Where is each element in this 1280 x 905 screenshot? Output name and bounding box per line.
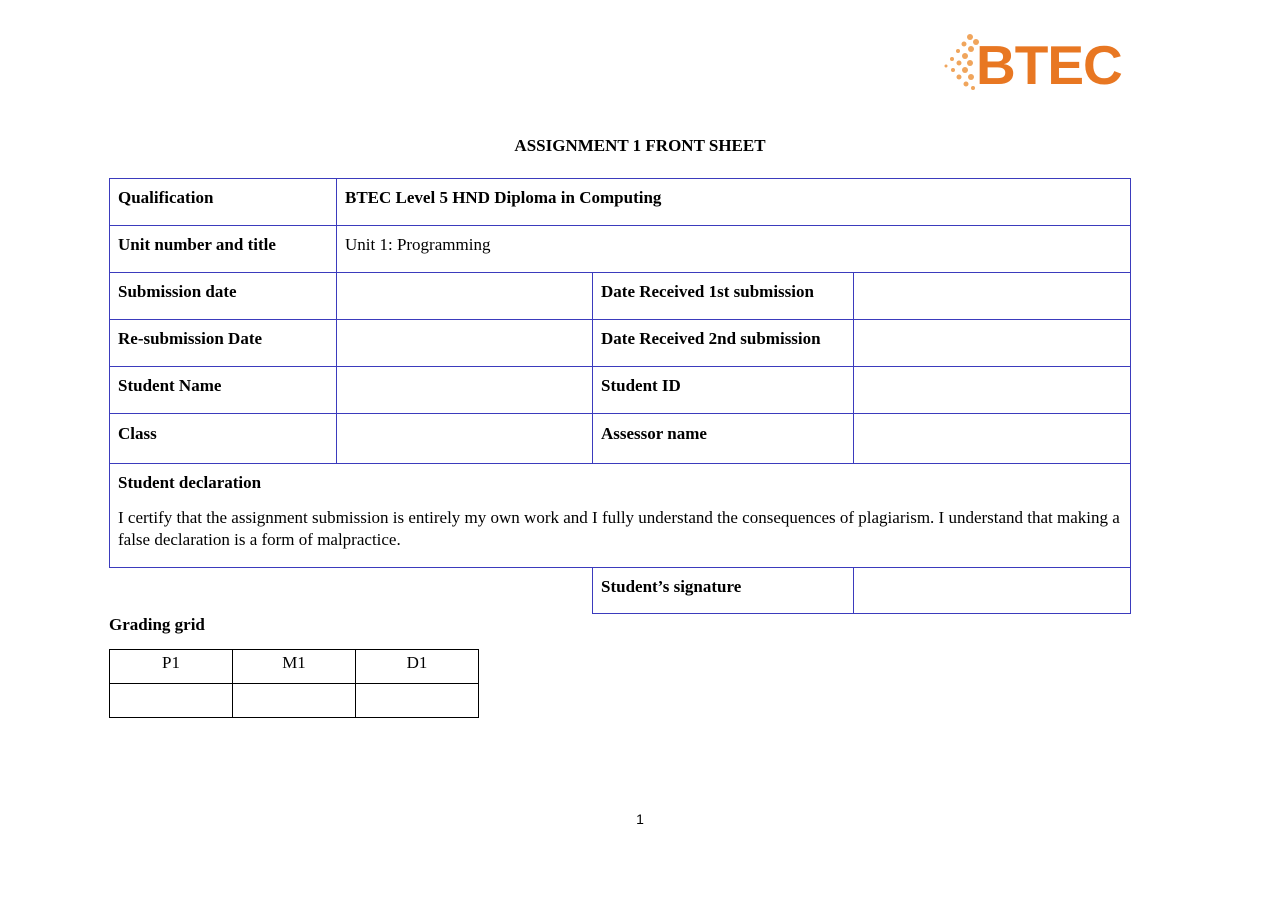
grade-header-m1: M1 — [232, 649, 356, 684]
date-received-2nd-label: Date Received 2nd submission — [592, 319, 854, 367]
student-id-label: Student ID — [592, 366, 854, 414]
student-declaration — [109, 463, 1131, 568]
resubmission-date-label: Re-submission Date — [109, 319, 337, 367]
grade-value-m1[interactable] — [232, 683, 356, 718]
class-field[interactable] — [336, 413, 593, 464]
grade-value-p1[interactable] — [109, 683, 233, 718]
unit-value: Unit 1: Programming — [336, 225, 1131, 273]
logo-text: BTEC — [976, 34, 1122, 96]
qualification-label: Qualification — [109, 178, 337, 226]
submission-date-label: Submission date — [109, 272, 337, 320]
qualification-value: BTEC Level 5 HND Diploma in Computing — [336, 178, 1131, 226]
student-id-field[interactable] — [853, 366, 1131, 414]
date-received-1st-label: Date Received 1st submission — [592, 272, 854, 320]
class-label: Class — [109, 413, 337, 464]
date-received-2nd-field[interactable] — [853, 319, 1131, 367]
declaration-text: I certify that the assignment submission is entirely my own work and I fully understand the consequences of plagiarism. I understand that making a false declaration is a form of malpractice. — [118, 508, 1120, 549]
date-received-1st-field[interactable] — [853, 272, 1131, 320]
student-name-label: Student Name — [109, 366, 337, 414]
submission-date-field[interactable] — [336, 272, 593, 320]
assessor-name-field[interactable] — [853, 413, 1131, 464]
btec-logo — [940, 32, 1125, 94]
student-signature-field[interactable] — [853, 567, 1131, 614]
unit-label: Unit number and title — [109, 225, 337, 273]
grade-value-d1[interactable] — [355, 683, 479, 718]
grade-header-d1: D1 — [355, 649, 479, 684]
grade-header-p1: P1 — [109, 649, 233, 684]
page-title: ASSIGNMENT 1 FRONT SHEET — [514, 136, 766, 155]
declaration-heading: Student declaration — [118, 473, 262, 492]
student-signature-label: Student’s signature — [592, 567, 854, 614]
student-name-field[interactable] — [336, 366, 593, 414]
assessor-name-label: Assessor name — [592, 413, 854, 464]
grading-grid-title: Grading grid — [109, 615, 205, 634]
page-number: 1 — [636, 811, 644, 827]
resubmission-date-field[interactable] — [336, 319, 593, 367]
